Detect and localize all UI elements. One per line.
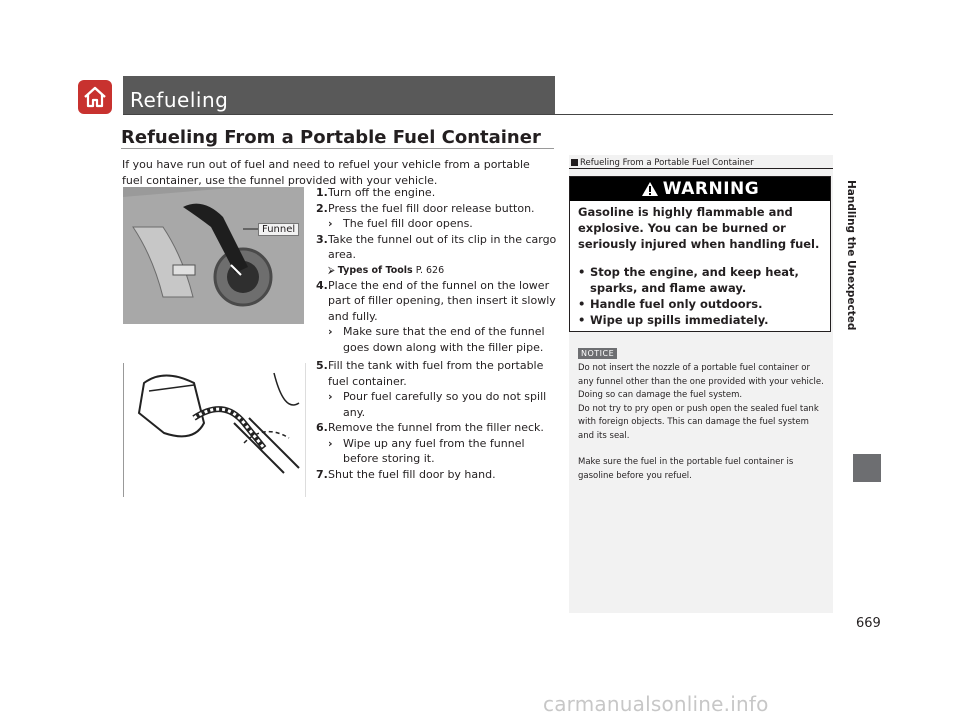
- step-number: 7.: [316, 467, 328, 481]
- funnel-insert-diagram: [123, 363, 306, 497]
- arrow-right-icon: ›: [328, 436, 333, 450]
- warning-bullet-list: [578, 264, 828, 328]
- step-result-text: Pour fuel carefully so you do not spill any.: [343, 390, 547, 419]
- funnel-callout: Funnel: [258, 223, 299, 236]
- step-6-result: [316, 436, 558, 467]
- step-number: 6.: [316, 421, 328, 434]
- chapter-tab-label: Handling the Unexpected: [845, 180, 857, 331]
- step-3: [316, 232, 558, 263]
- sidebar-title: [571, 158, 754, 168]
- reference-label: Types of Tools: [337, 264, 413, 276]
- fuel-door-photo: [123, 187, 304, 324]
- step-result-text: The fuel fill door opens.: [343, 217, 473, 230]
- step-4: [316, 278, 558, 325]
- watermark: carmanualsonline.info: [543, 692, 769, 716]
- section-title: Refueling From a Portable Fuel Container: [121, 127, 541, 148]
- notice-paragraph: Do not insert the nozzle of a portable fuel container or any funnel other than the one provided with your vehicle. Doing so can damage the fuel system.: [578, 363, 824, 400]
- notice-paragraph: Do not try to pry open or push open the sealed fuel tank with foreign objects. This can damage the fuel system and its seal.: [578, 403, 819, 441]
- reference-page: P. 626: [415, 264, 445, 276]
- section-divider: [121, 148, 554, 149]
- warning-icon: [641, 181, 659, 197]
- page-number: 669: [856, 616, 881, 631]
- step-result-text: Wipe up any fuel from the funnel before storing it.: [343, 436, 525, 465]
- step-5-result: [316, 389, 558, 420]
- step-result-text: Make sure that the end of the funnel goes down along with the filler pipe.: [343, 325, 545, 354]
- page-title: Refueling: [130, 88, 229, 112]
- warning-header: [570, 177, 830, 201]
- step-number: 5.: [316, 359, 328, 372]
- list-item: • Wipe up spills immediately.: [578, 312, 828, 328]
- home-icon: [83, 86, 107, 108]
- sidebar-title-divider: [569, 168, 833, 169]
- fuel-door-illustration: [123, 187, 304, 324]
- step-number: 3.: [316, 232, 328, 246]
- notice-paragraph: Make sure the fuel in the portable fuel container is gasoline before you refuel.: [578, 457, 794, 481]
- arrow-right-icon: ›: [328, 390, 333, 403]
- step-text: Turn off the engine.: [328, 186, 436, 199]
- list-item: • Stop the engine, and keep heat, sparks, and flame away.: [578, 264, 828, 296]
- step-4-result: [316, 324, 558, 355]
- step-text: Fill the tank with fuel from the portable fuel container.: [328, 359, 544, 388]
- notice-text: [578, 362, 826, 483]
- note-marker-icon: [571, 159, 578, 166]
- step-text: Remove the funnel from the filler neck.: [328, 421, 544, 434]
- arrow-right-icon: ›: [328, 217, 333, 230]
- step-number: 2.: [316, 201, 328, 215]
- header-divider: [123, 114, 833, 115]
- arrow-right-icon: ›: [328, 325, 333, 338]
- intro-text: If you have run out of fuel and need to refuel your vehicle from a portable fuel container, use the funnel provided with your vehicle.: [122, 158, 530, 187]
- warning-lead-text: Gasoline is highly flammable and explosive. You can be burned or seriously injured when handling fuel.: [578, 205, 820, 251]
- reference-icon: ⮚: [328, 264, 335, 276]
- step-2: [316, 201, 558, 217]
- step-list: [316, 185, 558, 482]
- step-text: Press the fuel fill door release button.: [328, 201, 535, 215]
- step-6: [316, 420, 558, 436]
- funnel-insert-illustration: [124, 363, 305, 497]
- step-number: 4.: [316, 278, 328, 292]
- step-1: [316, 185, 558, 201]
- sidebar-title-text: Refueling From a Portable Fuel Container: [580, 158, 754, 168]
- list-item: • Handle fuel only outdoors.: [578, 296, 828, 312]
- step-7: [316, 467, 558, 483]
- step-text: Take the funnel out of its clip in the cargo area.: [328, 232, 557, 261]
- step-number: 1.: [316, 186, 328, 199]
- chapter-tab[interactable]: [845, 180, 857, 450]
- step-5: [316, 358, 558, 389]
- home-button[interactable]: [78, 80, 112, 114]
- step-2-result: [316, 216, 558, 232]
- step-text: Shut the fuel fill door by hand.: [328, 467, 496, 481]
- cross-reference-link[interactable]: [316, 263, 558, 278]
- notice-badge: NOTICE: [578, 348, 617, 359]
- step-text: Place the end of the funnel on the lower part of filler opening, then insert it slowly and fully.: [328, 278, 556, 323]
- chapter-tab-marker: [853, 454, 881, 482]
- warning-label: WARNING: [662, 179, 760, 199]
